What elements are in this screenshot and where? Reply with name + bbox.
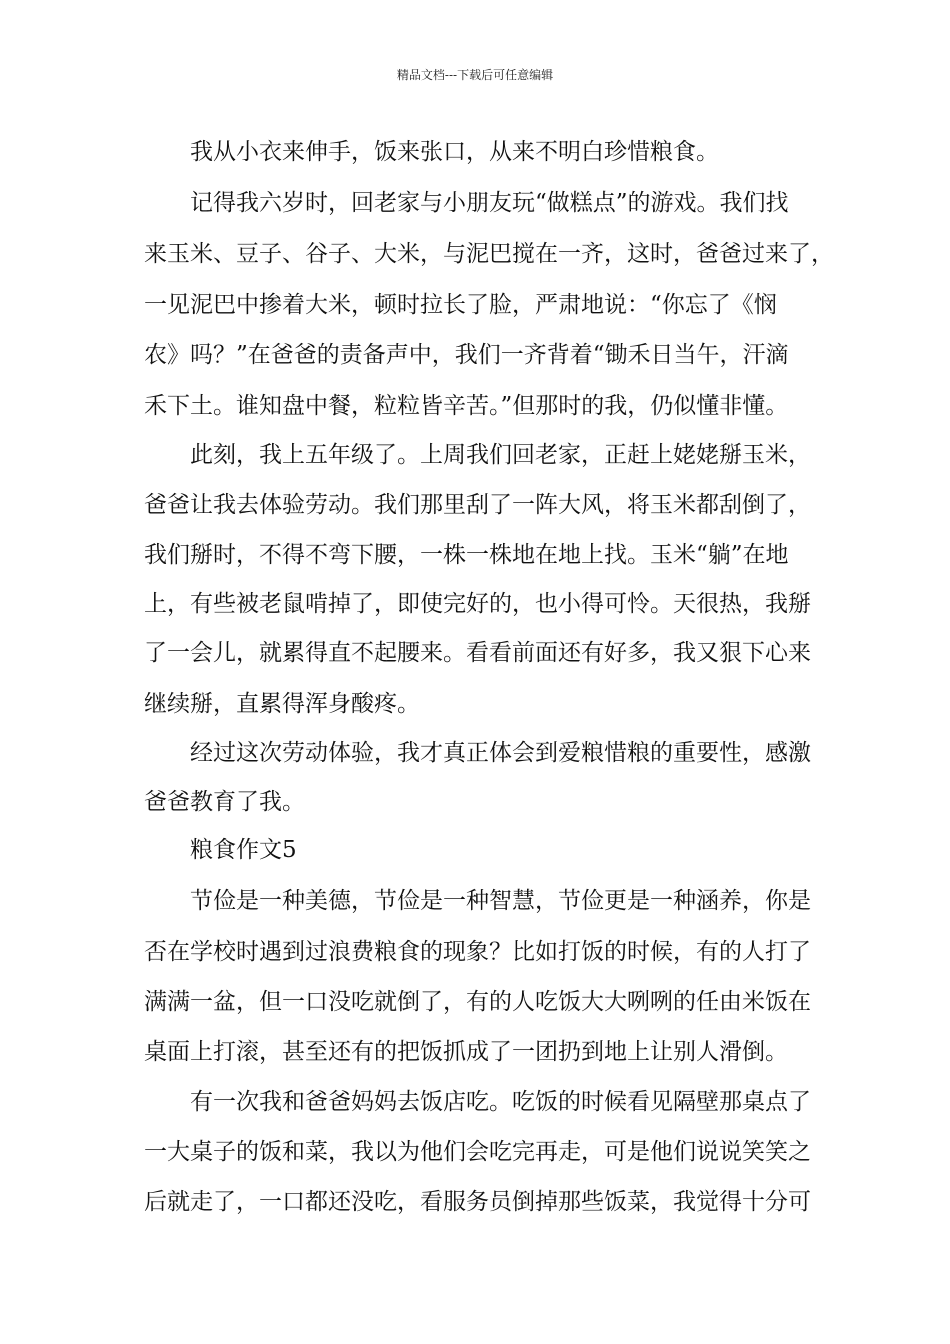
body-line: 农》吗？”在爸爸的责备声中，我们一齐背着“锄禾日当午，汗滴	[144, 342, 789, 368]
body-line: 上，有些被老鼠啃掉了，即使完好的，也小得可怜。天很热，我掰	[144, 591, 811, 617]
page-header: 精品文档---下载后可任意编辑	[396, 68, 554, 82]
body-line: 我们掰时，不得不弯下腰，一株一株地在地上找。玉米“躺”在地	[144, 542, 789, 568]
body-line: 了一会儿，就累得直不起腰来。看看前面还有好多，我又狠下心来	[144, 640, 811, 666]
body-line: 否在学校时遇到过浪费粮食的现象？比如打饭的时候，有的人打了	[144, 939, 811, 965]
body-line: 此刻，我上五年级了。上周我们回老家，正赶上姥姥掰玉米，	[190, 442, 811, 468]
body-line: 一大桌子的饭和菜，我以为他们会吃完再走，可是他们说说笑笑之	[144, 1139, 811, 1165]
body-line: 爸爸教育了我。	[144, 789, 305, 815]
body-line: 爸爸让我去体验劳动。我们那里刮了一阵大风，将玉米都刮倒了，	[144, 492, 811, 518]
body-line: 来玉米、豆子、谷子、大米，与泥巴搅在一齐，这时，爸爸过来了，	[144, 241, 834, 267]
body-line: 禾下土。谁知盘中餐，粒粒皆辛苦。”但那时的我，仍似懂非懂。	[144, 393, 789, 419]
body-line: 经过这次劳动体验，我才真正体会到爱粮惜粮的重要性，感激	[190, 740, 811, 766]
body-line: 桌面上打滚，甚至还有的把饭抓成了一团扔到地上让别人滑倒。	[144, 1039, 788, 1065]
body-line: 节俭是一种美德，节俭是一种智慧，节俭更是一种涵养，你是	[190, 888, 811, 914]
body-line: 后就走了，一口都还没吃，看服务员倒掉那些饭菜，我觉得十分可	[144, 1189, 811, 1215]
body-line: 有一次我和爸爸妈妈去饭店吃。吃饭的时候看见隔壁那桌点了	[190, 1089, 811, 1115]
body-line: 我从小衣来伸手，饭来张口，从来不明白珍惜粮食。	[190, 139, 719, 165]
section-heading: 粮食作文5	[190, 837, 297, 863]
body-line: 一见泥巴中掺着大米，顿时拉长了脸，严肃地说：“你忘了《悯	[144, 292, 777, 318]
body-line: 记得我六岁时，回老家与小朋友玩“做糕点”的游戏。我们找	[190, 190, 789, 216]
body-line: 满满一盆，但一口没吃就倒了，有的人吃饭大大咧咧的任由米饭在	[144, 989, 811, 1015]
body-line: 继续掰，直累得浑身酸疼。	[144, 691, 420, 717]
